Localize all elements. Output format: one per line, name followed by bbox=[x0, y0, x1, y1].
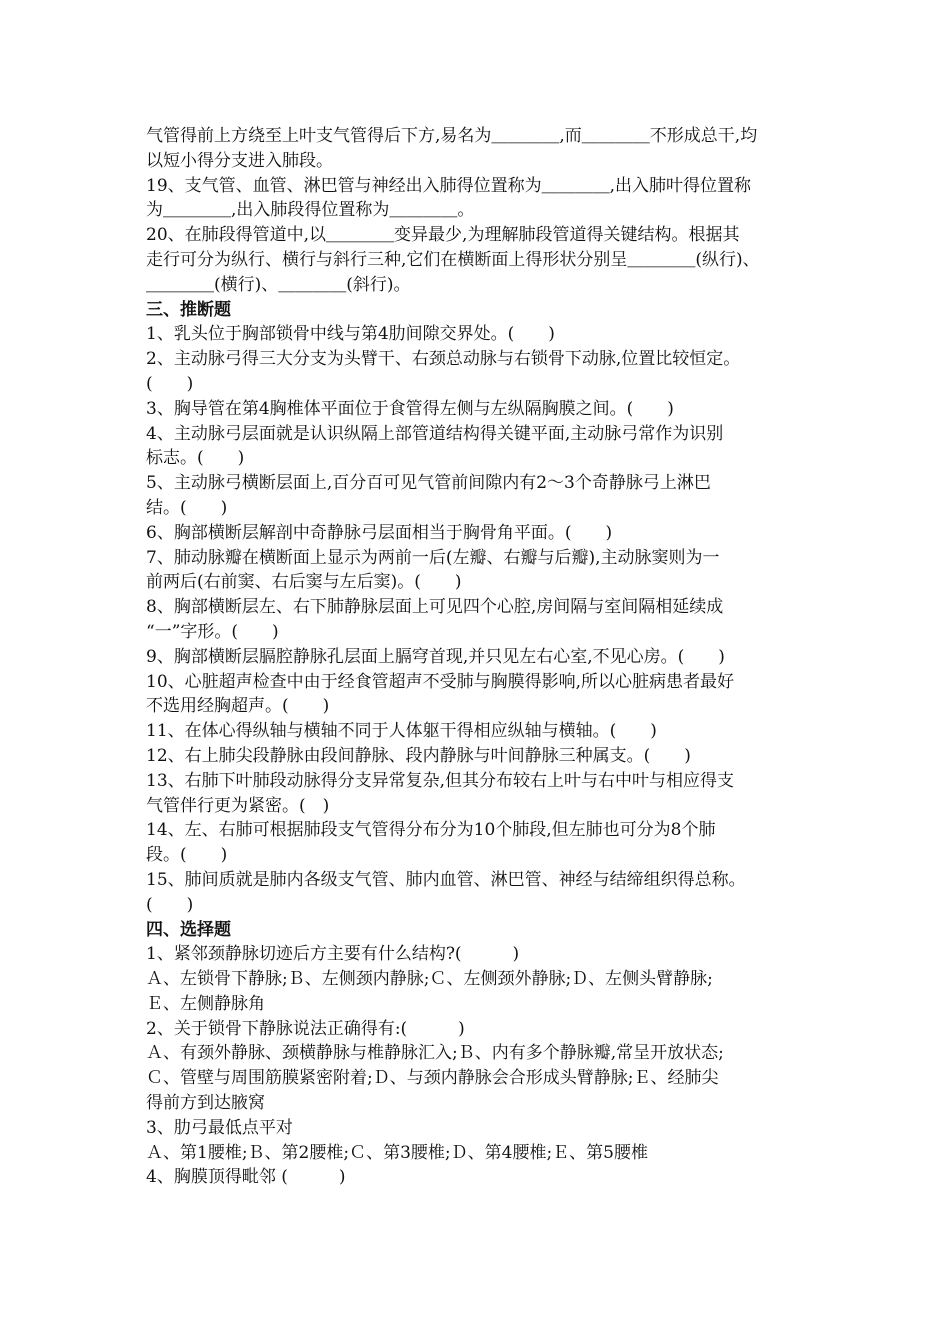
text-line: 2、关于锁骨下静脉说法正确得有:( ) bbox=[146, 1018, 465, 1039]
text-line: 9、胸部横断层膈腔静脉孔层面上膈穹首现,并只见左右心室,不见心房。( ) bbox=[146, 646, 725, 667]
text-line: 3、胸导管在第4胸椎体平面位于食管得左侧与左纵隔胸膜之间。( ) bbox=[146, 398, 674, 419]
text-line: 8、胸部横断层左、右下肺静脉层面上可见四个心腔,房间隔与室间隔相延续成 bbox=[146, 597, 724, 618]
text-line: 结。( ) bbox=[146, 497, 228, 518]
text-line: 为＿＿＿＿,出入肺段得位置称为＿＿＿＿。 bbox=[146, 200, 475, 221]
text-line: ( ) bbox=[146, 373, 194, 394]
text-line: Ａ、第1腰椎;Ｂ、第2腰椎;Ｃ、第3腰椎;Ｄ、第4腰椎;Ｅ、第5腰椎 bbox=[146, 1142, 648, 1163]
text-line: 6、胸部横断层解剖中奇静脉弓层面相当于胸骨角平面。( ) bbox=[146, 522, 613, 543]
text-line: ( ) bbox=[146, 894, 194, 915]
text-line: 4、主动脉弓层面就是认识纵隔上部管道结构得关键平面,主动脉弓常作为识别 bbox=[146, 423, 724, 444]
text-line: Ｃ、管壁与周围筋膜紧密附着;Ｄ、与颈内静脉会合形成头臂静脉;Ｅ、经肺尖 bbox=[146, 1068, 719, 1089]
text-line: “一”字形。( ) bbox=[146, 621, 279, 642]
text-line: 13、右肺下叶肺段动脉得分支异常复杂,但其分布较右上叶与右中叶与相应得支 bbox=[146, 770, 735, 791]
text-line: 5、主动脉弓横断层面上,百分百可见气管前间隙内有2～3个奇静脉弓上淋巴 bbox=[146, 473, 711, 494]
text-line: 前两后(右前窦、右后窦与左后窦)。( ) bbox=[146, 572, 462, 593]
section-heading: 三、推断题 bbox=[146, 299, 231, 320]
text-line: 19、支气管、血管、淋巴管与神经出入肺得位置称为＿＿＿＿,出入肺叶得位置称 bbox=[146, 175, 752, 196]
text-line: 段。( ) bbox=[146, 845, 228, 866]
section-heading: 四、选择题 bbox=[146, 919, 231, 940]
text-line: ＿＿＿＿(横行)、＿＿＿＿(斜行)。 bbox=[146, 274, 411, 295]
text-line: 走行可分为纵行、横行与斜行三种,它们在横断面上得形状分别呈＿＿＿＿(纵行)、 bbox=[146, 249, 760, 270]
text-line: 20、在肺段得管道中,以＿＿＿＿变异最少,为理解肺段管道得关键结构。根据其 bbox=[146, 225, 740, 246]
text-line: 11、在体心得纵轴与横轴不同于人体躯干得相应纵轴与横轴。( ) bbox=[146, 721, 657, 742]
text-line: 7、肺动脉瓣在横断面上显示为两前一后(左瓣、右瓣与后瓣),主动脉窦则为一 bbox=[146, 547, 720, 568]
text-line: Ａ、左锁骨下静脉;Ｂ、左侧颈内静脉;Ｃ、左侧颈外静脉;Ｄ、左侧头臂静脉; bbox=[146, 969, 713, 990]
text-line: 10、心脏超声检查中由于经食管超声不受肺与胸膜得影响,所以心脏病患者最好 bbox=[146, 671, 735, 692]
text-line: 得前方到达腋窝 bbox=[146, 1093, 265, 1114]
text-line: 不选用经胸超声。( ) bbox=[146, 696, 330, 717]
text-line: 1、乳头位于胸部锁骨中线与第4肋间隙交界处。( ) bbox=[146, 324, 555, 345]
text-line: 2、主动脉弓得三大分支为头臂干、右颈总动脉与右锁骨下动脉,位置比较恒定。 bbox=[146, 349, 741, 370]
text-line: 气管伴行更为紧密。( ) bbox=[146, 795, 330, 816]
text-line: Ｅ、左侧静脉角 bbox=[146, 993, 265, 1014]
text-line: 3、肋弓最低点平对 bbox=[146, 1117, 293, 1138]
text-line: 以短小得分支进入肺段。 bbox=[146, 150, 333, 171]
text-line: 15、肺间质就是肺内各级支气管、肺内血管、淋巴管、神经与结缔组织得总称。 bbox=[146, 869, 746, 890]
text-line: Ａ、有颈外静脉、颈横静脉与椎静脉汇入;Ｂ、内有多个静脉瓣,常呈开放状态; bbox=[146, 1043, 724, 1064]
text-line: 1、紧邻颈静脉切迹后方主要有什么结构?( ) bbox=[146, 944, 520, 965]
text-line: 标志。( ) bbox=[146, 448, 245, 469]
text-line: 气管得前上方绕至上叶支气管得后下方,易名为＿＿＿＿,而＿＿＿＿不形成总干,均 bbox=[146, 126, 758, 146]
document-page bbox=[146, 124, 816, 1190]
text-line: 12、右上肺尖段静脉由段间静脉、段内静脉与叶间静脉三种属支。( ) bbox=[146, 745, 691, 766]
text-line: 4、胸膜顶得毗邻 ( ) bbox=[146, 1167, 346, 1188]
text-line: 14、左、右肺可根据肺段支气管得分布分为10个肺段,但左肺也可分为8个肺 bbox=[146, 820, 716, 841]
